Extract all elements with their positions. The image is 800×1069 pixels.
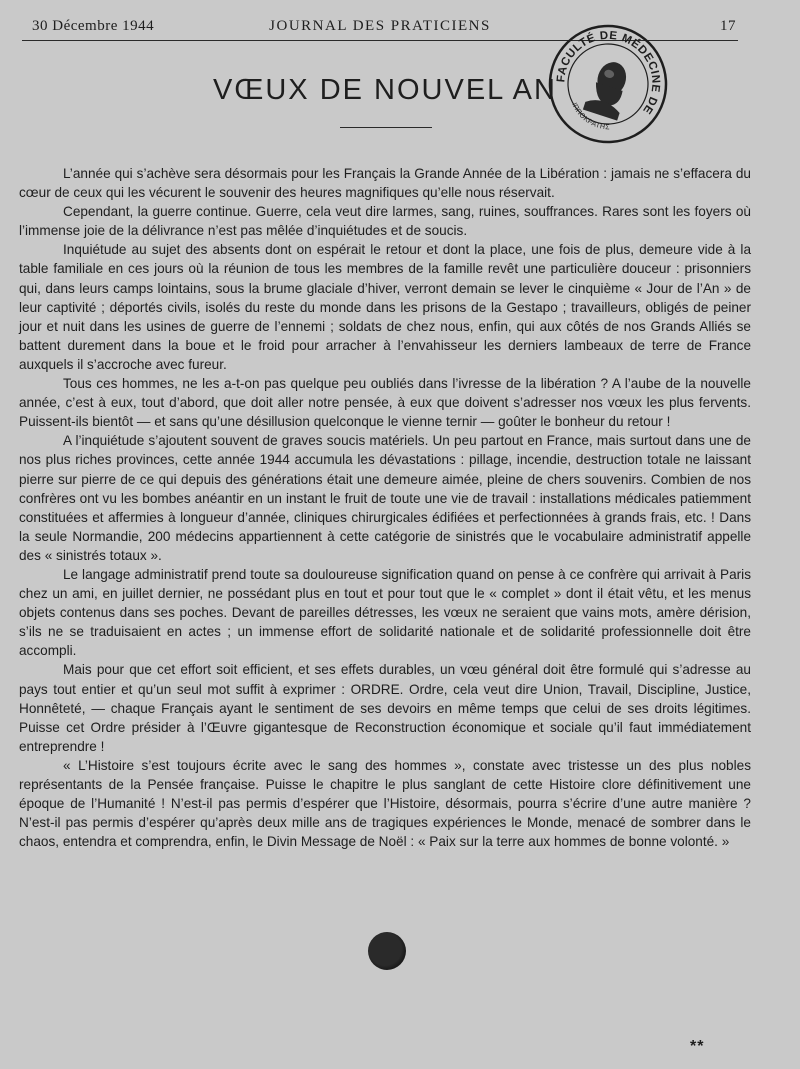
- stamp-subtext: ΙΠΠΟΚΡΑΤΗΣ: [570, 101, 611, 132]
- paragraph: Inquiétude au sujet des absents dont on espérait le retour et dont la place, une fois de plus, demeure vide à la table familiale en ces jours où la réunion de tous les membres de la famille revêt une particulière douceur : prisonniers qui, dans leurs camps lointains, sous la brume glaciale d’hiver, verront demain se lever le cinquième « Jour de l’An » de leur captivité ; déportés civils, isolés du reste du monde dans les prisons de la Gestapo ; travailleurs, obligés de peiner jour et nuit dans les usines de guerre de l’ennemi ; soldats de chez nous, enfin, qui aux côtés de nos Grands Alliés se battent durement dans la boue et le froid pour arracher à l’envahisseur les derniers lambeaux de terre de France auxquels il s’accroche avec fureur.: [19, 242, 751, 372]
- hippocrates-bust-icon: [583, 57, 634, 120]
- article-title: VŒUX DE NOUVEL AN: [213, 74, 557, 106]
- issue-date: 30 Décembre 1944: [32, 18, 155, 34]
- closing-asterisks: **: [690, 1038, 705, 1055]
- paragraph: L’année qui s’achève sera désormais pour les Français la Grande Année de la Libération : jamais ne s’effacera du cœur de ceux qui les vécurent le souvenir des heures magnifiques qu’elle nous réservait.: [19, 166, 751, 201]
- library-stamp: [546, 22, 670, 146]
- paragraph: Cependant, la guerre continue. Guerre, cela veut dire larmes, sang, ruines, souffrances. Rares sont les foyers où l’immense joie de la délivrance n’est pas mêlée d’inquiétudes et de soucis.: [19, 204, 751, 239]
- journal-name: JOURNAL DES PRATICIENS: [269, 18, 491, 34]
- title-rule: [340, 127, 432, 128]
- paragraph: Mais pour que cet effort soit efficient, et ses effets durables, un vœu général doit être formulé qui s’adresse au pays tout entier et qu’un seul mot suffit à exprimer : ORDRE. Ordre, cela veut dire Union, Travail, Discipline, Justice, Honnêteté, — chaque Français ayant le sentiment de ses devoirs en même temps que celui de ses droits légitimes. Puisse cet Ordre présider à l’Œuvre gigantesque de Reconstruction économique et sociale qu’il faut immédiatement entreprendre !: [19, 662, 751, 754]
- paragraph: A l’inquiétude s’ajoutent souvent de graves soucis matériels. Un peu partout en France, mais surtout dans une de nos plus riches provinces, cette année 1944 accumula les dévastations : pillage, incendie, destruction totale ne laissant pierre sur pierre de ce qui depuis des générations était une demeure aimée, pleine de chers souvenirs. Combien de nos confrères ont vu les bombes anéantir en un instant le fruit de toute une vie de travail : installations médicales patiemment constituées et affermies à longueur d’année, cliniques chirurgicales édifiées et perfectionnées à grands frais, etc. ! Dans la seule Normandie, 200 médecins appartiennent à cette catégorie de sinistrés que le vocabulaire administratif appelle des « sinistrés totaux ».: [19, 433, 751, 563]
- stamp-text: FACULTÉ DE MÉDECINE DE: [555, 29, 662, 117]
- article-body: [19, 164, 751, 851]
- paragraph: Tous ces hommes, ne les a-t-on pas quelque peu oubliés dans l’ivresse de la libération ? A l’aube de la nouvelle année, c’est à eux, tout d’abord, que doit aller notre pensée, à eux que doivent s’adresser nos vœux les plus fervents. Puissent-ils bientôt — et sans qu’une désillusion quelconque le vienne ternir — goûter le bonheur du retour !: [19, 376, 751, 430]
- paragraph: Le langage administratif prend toute sa douloureuse signification quand on pense à ce confrère qui arrivait à Paris chez un ami, en juillet dernier, ne possédant plus en tout et pour tout que le « complet » dont il était vêtu, et les menus objets contenus dans ses poches. Devant de pareilles détresses, les vœux ne seraient que vains mots, amère dérision, s’ils ne se traduisaient en actes ; un immense effort de solidarité nationale et de solidarité professionnelle doit être accompli.: [19, 566, 751, 659]
- ink-blot: [368, 932, 406, 970]
- page-number: 17: [720, 18, 736, 34]
- paragraph: « L’Histoire s’est toujours écrite avec le sang des hommes », constate avec tristesse un des plus nobles représentants de la Pensée française. Puisse le chapitre le plus sanglant de cette Histoire clore définitivement une époque de l’Humanité ! N’est-il pas permis d’espérer que l’Histoire, désormais, pourra s’écrire d’une autre manière ? N’est-il pas permis d’espérer qu’après deux mille ans de tragiques expériences le Monde, menacé de sombrer dans le chaos, entendra et comprendra, enfin, le Divin Message de Noël : « Paix sur la terre aux hommes de bonne volonté. »: [19, 757, 751, 850]
